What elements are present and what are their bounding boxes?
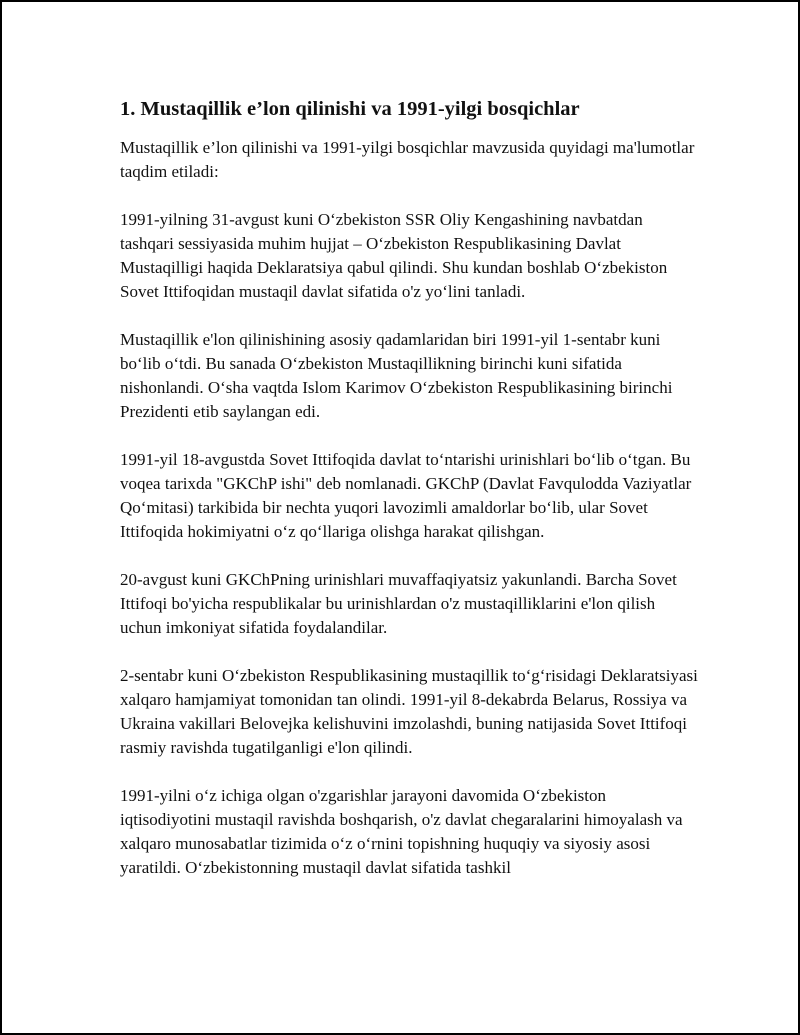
section-heading: 1. Mustaqillik e’lon qilinishi va 1991-yilgi bosqichlar — [120, 98, 580, 120]
paragraph-independence-day: Mustaqillik e'lon qilinishining asosiy qadamlaridan biri 1991-yil 1-sentabr kuni bo‘lib o‘tdi. Bu sanada O‘zbekiston Mustaqillikning birinchi kuni sifatida nishonlandi. O‘sha vaqtda Islom Karimov O‘zbekiston Respublikasining birinchi Prezidenti etib saylangan edi. — [120, 330, 673, 421]
paragraph-recognition: 2-sentabr kuni O‘zbekiston Respublikasining mustaqillik to‘g‘risidagi Deklaratsiyasi xalqaro hamjamiyat tomonidan tan olindi. 1991-yil 8-dekabrda Belarus, Rossiya va Ukraina vakillari Belovejka kelishuvini imzolashdi, buning natijasida Sovet Ittifoqi rasmiy ravishda tugatilganligi e'lon qilindi. — [120, 666, 698, 757]
paragraph-coup-attempt: 1991-yil 18-avgustda Sovet Ittifoqida davlat to‘ntarishi urinishlari bo‘lib o‘tgan. Bu voqea tarixda "GKChP ishi" deb nomlanadi. GKChP (Davlat Favqulodda Vaziyatlar Qo‘mitasi) tarkibida bir nechta yuqori lavozimli amaldorlar bo‘lib, ular Sovet Ittifoqida hokimiyatni o‘z qo‘llariga olishga harakat qilishgan. — [120, 450, 692, 541]
paragraph-declaration: 1991-yilning 31-avgust kuni O‘zbekiston SSR Oliy Kengashining navbatdan tashqari sessiyasida muhim hujjat – O‘zbekiston Respublikasining Davlat Mustaqilligi haqida Deklaratsiya qabul qilindi. Shu kundan boshlab O‘zbekiston Sovet Ittifoqidan mustaqil davlat sifatida o'z yo‘lini tanladi. — [120, 210, 668, 301]
paragraph-coup-failure: 20-avgust kuni GKChPning urinishlari muvaffaqiyatsiz yakunlandi. Barcha Sovet Ittifoqi bo'yicha respublikalar bu urinishlardan o'z mustaqilliklarini e'lon qilish uchun imkoniyat sifatida foydalandilar. — [120, 570, 677, 637]
paragraph-intro: Mustaqillik e’lon qilinishi va 1991-yilgi bosqichlar mavzusida quyidagi ma'lumotlar taqdim etiladi: — [120, 138, 695, 181]
document-body — [120, 96, 700, 904]
paragraph-transformation: 1991-yilni o‘z ichiga olgan o'zgarishlar jarayoni davomida O‘zbekiston iqtisodiyotini mustaqil ravishda boshqarish, o'z davlat chegaralarini himoyalash va xalqaro munosabatlar tizimida o‘z o‘rnini topishning huquqiy va siyosiy asosi yaratildi. O‘zbekistonning mustaqil davlat sifatida tashkil — [120, 786, 683, 877]
